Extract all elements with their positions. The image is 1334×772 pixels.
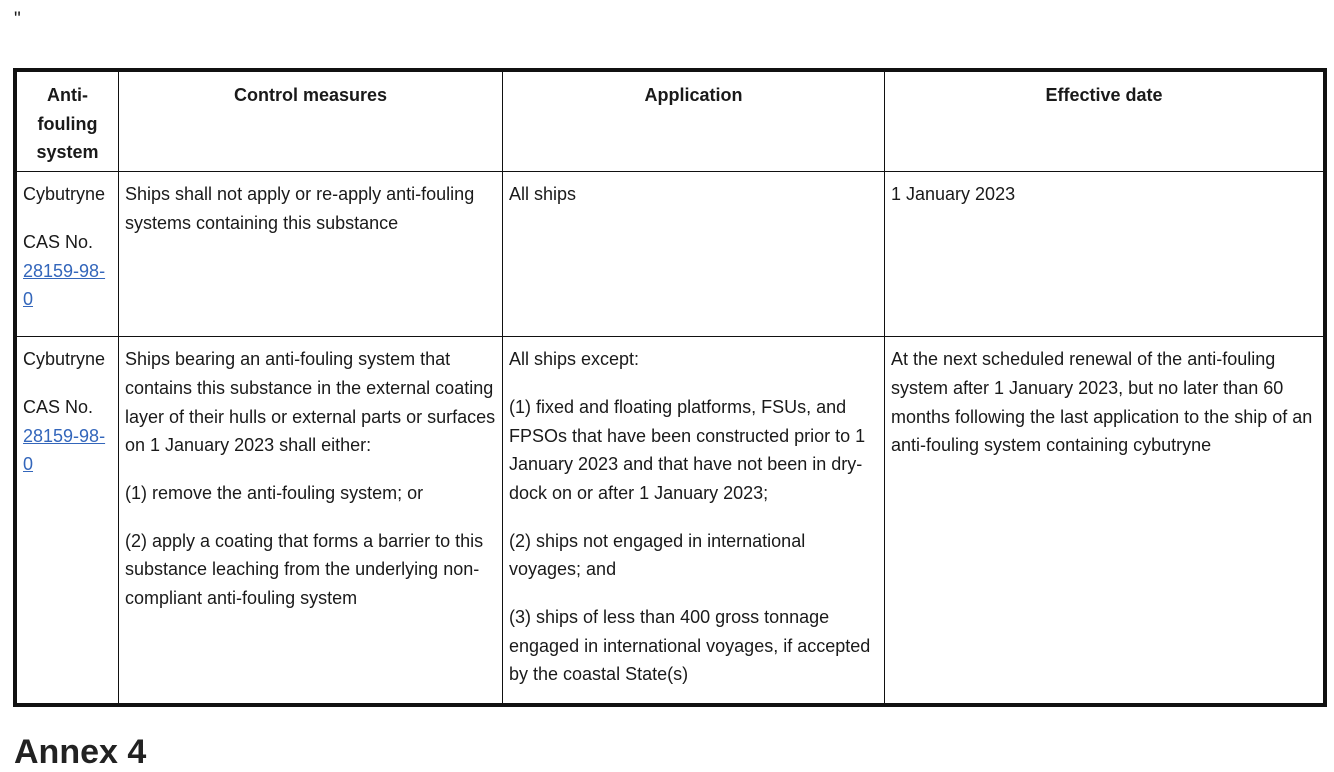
application-cell bbox=[503, 172, 885, 337]
application-paragraph: All ships except: bbox=[509, 349, 640, 370]
header-control-measures: Control measures bbox=[119, 70, 503, 172]
anti-fouling-controls-table bbox=[13, 68, 1327, 707]
application-paragraph: (3) ships of less than 400 gross tonnage engaged in international voyages, if accepted by the coastal State(s) bbox=[509, 607, 871, 685]
effective-date-cell bbox=[885, 337, 1326, 706]
system-cell bbox=[15, 172, 119, 337]
control-paragraph: (1) remove the anti-fouling system; or bbox=[125, 482, 424, 503]
effective-paragraph: At the next scheduled renewal of the anti-fouling system after 1 January 2023, but no later than 60 months following the last application to the ship of an anti-fouling system containing cybutryne bbox=[891, 349, 1313, 456]
substance-name: Cybutryne bbox=[23, 349, 106, 370]
control-paragraph: (2) apply a coating that forms a barrier to this substance leaching from the underlying non-compliant anti-fouling system bbox=[125, 530, 484, 609]
effective-paragraph: 1 January 2023 bbox=[891, 184, 1016, 205]
header-anti-fouling-system: Anti-fouling system bbox=[15, 70, 119, 172]
application-paragraph: (2) ships not engaged in international voyages; and bbox=[509, 530, 806, 580]
cas-number-link[interactable]: 28159-98-0 bbox=[23, 425, 106, 475]
table-row bbox=[15, 337, 1325, 706]
table-row bbox=[15, 172, 1325, 337]
control-paragraph: Ships shall not apply or re-apply anti-fouling systems containing this substance bbox=[125, 184, 475, 233]
table-header-row bbox=[15, 70, 1325, 172]
quote-mark: " bbox=[14, 9, 21, 30]
control-measures-cell bbox=[119, 172, 503, 337]
cas-label: CAS No. bbox=[23, 396, 94, 417]
control-paragraph: Ships bearing an anti-fouling system that contains this substance in the external coating layer of their hulls or external parts or surfaces on 1 January 2023 shall either: bbox=[125, 349, 496, 456]
application-paragraph: All ships bbox=[509, 184, 577, 205]
control-measures-cell bbox=[119, 337, 503, 706]
annex-heading: Annex 4 bbox=[14, 733, 147, 771]
cas-label: CAS No. bbox=[23, 231, 94, 252]
application-paragraph: (1) fixed and floating platforms, FSUs, and FPSOs that have been constructed prior to 1 January 2023 and that have not been in dry-dock on or after 1 January 2023; bbox=[509, 396, 866, 503]
substance-name: Cybutryne bbox=[23, 184, 106, 205]
application-cell bbox=[503, 337, 885, 706]
header-effective-date: Effective date bbox=[885, 70, 1326, 172]
cas-number-link[interactable]: 28159-98-0 bbox=[23, 260, 106, 310]
header-application: Application bbox=[503, 70, 885, 172]
effective-date-cell bbox=[885, 172, 1326, 337]
system-cell bbox=[15, 337, 119, 706]
